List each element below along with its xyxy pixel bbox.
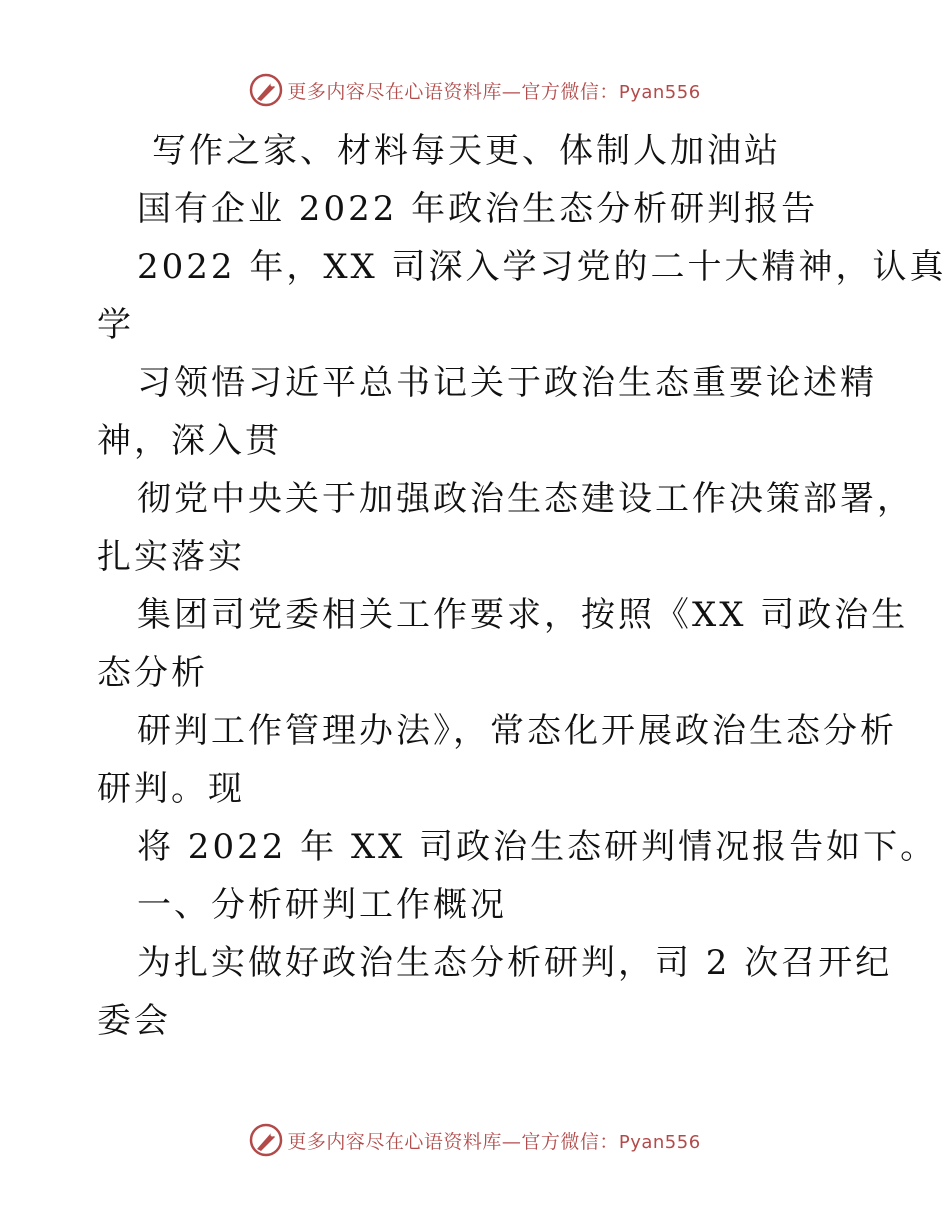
banner-text: 更多内容尽在心语资料库—官方微信：Pyan556: [287, 1130, 701, 1153]
footer-banner: [0, 1120, 950, 1160]
text-line: 扎实落实: [97, 537, 245, 577]
banner-wechat-id: Pyan556: [618, 1131, 701, 1153]
section-heading: 一、分析研判工作概况: [137, 885, 507, 925]
banner-wechat-id: Pyan556: [618, 81, 701, 103]
text-line: 委会: [97, 1001, 171, 1041]
text-line: 神，深入贯: [97, 421, 282, 461]
text-line: 2022 年，XX 司深入学习党的二十大精神，认真: [137, 247, 947, 287]
document-body: [97, 122, 947, 1050]
banner-text: 更多内容尽在心语资料库—官方微信：Pyan556: [287, 80, 701, 103]
text-line: 写作之家、材料每天更、体制人加油站: [152, 131, 781, 171]
text-line: 研判工作管理办法》，常态化开展政治生态分析: [137, 711, 897, 751]
text-line: 将 2022 年 XX 司政治生态研判情况报告如下。: [137, 827, 938, 867]
text-line: 集团司党委相关工作要求，按照《XX 司政治生: [137, 595, 909, 635]
text-line: 态分析: [97, 653, 208, 693]
document-title: 国有企业 2022 年政治生态分析研判报告: [137, 189, 819, 229]
pen-nib-logo-icon: [249, 1123, 283, 1157]
text-line: 学: [97, 305, 134, 345]
text-line: 习领悟习近平总书记关于政治生态重要论述精: [137, 363, 877, 403]
text-line: 为扎实做好政治生态分析研判，司 2 次召开纪: [137, 943, 893, 983]
text-line: 研判。现: [97, 769, 245, 809]
pen-nib-logo-icon: [249, 73, 283, 107]
header-banner: [0, 70, 950, 110]
text-line: 彻党中央关于加强政治生态建设工作决策部署，: [137, 479, 914, 519]
